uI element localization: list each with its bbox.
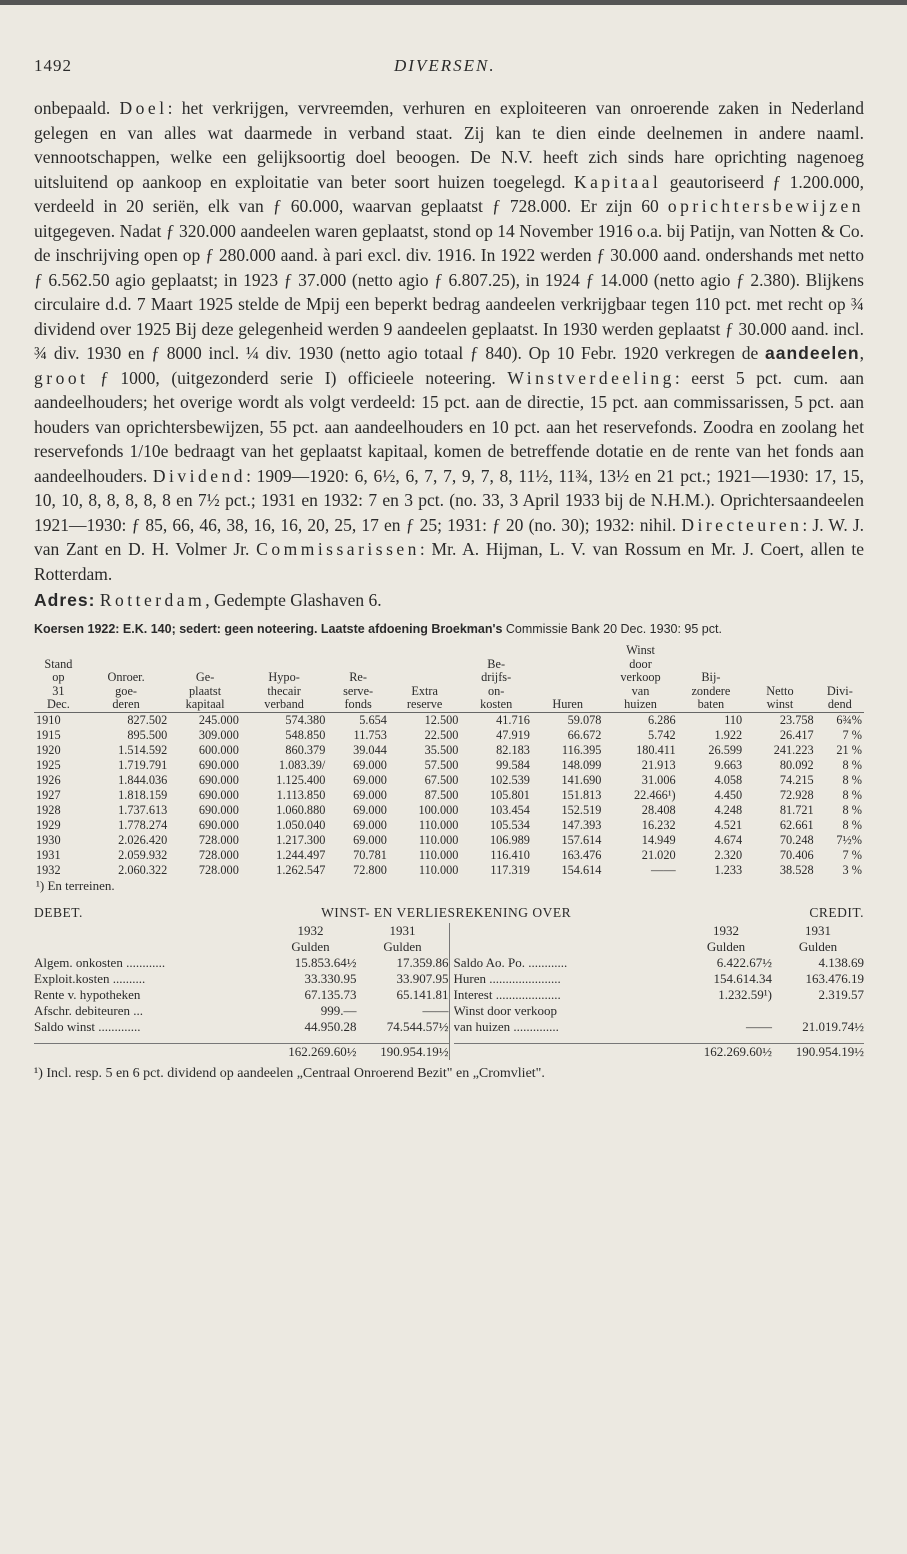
credit-value: 1.232.59¹): [718, 986, 772, 1002]
table-cell: 87.500: [424, 787, 459, 802]
profit-loss-account: [34, 905, 864, 1082]
table-row: [34, 788, 864, 803]
table-cell: 31.006: [641, 772, 676, 787]
table-cell: 600.000: [198, 742, 239, 757]
debet-row: [34, 955, 449, 971]
table-cell: 57.500: [424, 757, 459, 772]
table-cell: 690.000: [198, 772, 239, 787]
oprichtersbewijzen-label: oprichtersbewijzen: [667, 196, 865, 216]
table-cell: 116.410: [490, 847, 530, 862]
table-cell: 548.850: [285, 727, 326, 742]
table-cell: 1927: [36, 787, 61, 802]
debet-row: [34, 1003, 449, 1019]
debet-total: 190.954.19½: [380, 1043, 449, 1059]
table-cell: 1.113.850: [276, 787, 326, 802]
text-run: geautoriseerd ƒ 1.200.000, verdeeld in 20 seriën, elk van ƒ 60.000, waarvan geplaatst ƒ 728.000. Er zijn 60: [34, 171, 865, 216]
debet-value: 67.135.73: [304, 986, 357, 1002]
table-row: [34, 728, 864, 743]
text-run: : het verkrijgen, vervreemden, verhuren en exploiteeren van onroerende zaken in Nederland gelegen en van alles wat daarmede in verband staat. Zij kan te dien einde deelnemen in andere naaml. vennootschappen, welke een gelijksoortig doel beoogen. De N.V. heeft zich sinds hare oprichting nagenoeg uitsluitend op aankoop en exploitatie van beter soort huizen toegelegd.: [34, 98, 865, 192]
table-cell: 23.758: [779, 712, 814, 727]
debet-label: Algem. onkosten ............: [34, 954, 166, 970]
text-run: uitgegeven. Nadat ƒ 320.000 aandeelen waren geplaatst, stond op 14 November 1916 o.a. bij Patijn, van Notten & Co. de inschrijving open op ƒ 280.000 aand. à pari excl. div. 1916. In 1922 werden ƒ 30.000 aand. ondershands met netto ƒ 6.562.50 agio geplaatst; in 1923 ƒ 37.000 (netto agio ƒ 6.807.25), in 1924 ƒ 14.000 (netto agio ƒ 2.380). Blijkens circulaire d.d. 7 Maart 1925 stelde de Mpij een beperkt bedrag aandeelen verkrijgbaar tegen 110 pct. met recht op ¾ dividend over 1925 Bij deze gelegenheid werden 9 aandeelen geplaatst. In 1930 werden geplaatst ƒ 30.000 aand. incl. ¾ div. 1930 en ƒ 8000 incl. ¼ div. 1930 (netto agio totaal ƒ 840). Op 10 Febr. 1920 verkregen de: [34, 220, 864, 363]
table-row: [34, 803, 864, 818]
debet-row: [34, 1019, 449, 1035]
table-cell: 100.000: [418, 802, 459, 817]
company-description: [34, 96, 864, 586]
credit-value: 154.614.34: [713, 970, 772, 986]
credit-row: [454, 1003, 865, 1019]
text-run: : 1909—1920: 6, 6½, 6, 7, 7, 9, 7, 8, 11½, 11¾, 13½ en 21 pct.; 1921—1930: 17, 15, 10, 10, 8, 8, 8, 8, 8 en 7½ pct.; 1931 en 1932: 7 en 3 pct. (no. 33, 3 April 1933 bij de N.H.M.). Oprichtersaandeelen 1921—1930: ƒ 85, 66, 46, 38, 16, 16, 20, 25, 17 en ƒ 25; 1931: ƒ 20 (no. 30); 1932: nihil.: [34, 465, 865, 535]
table-cell: 1925: [36, 757, 61, 772]
table-cell: 152.519: [561, 802, 602, 817]
debet-total: 162.269.60½: [288, 1043, 357, 1059]
table-cell: 141.690: [561, 772, 602, 787]
table-cell: 1.514.592: [118, 742, 168, 757]
dividend-label: Dividend: [152, 465, 247, 486]
table-cell: 70.406: [779, 847, 814, 862]
koersen-rest: Commissie Bank 20 Dec. 1930: 95 pct.: [502, 622, 722, 636]
document-page: [34, 56, 864, 1082]
table-cell: 69.000: [353, 787, 387, 802]
table-cell: 1.818.159: [118, 787, 168, 802]
table-cell: 80.092: [779, 757, 814, 772]
table-cell: 69.000: [353, 772, 387, 787]
table-cell: ——: [651, 862, 676, 877]
table-cell: 59.078: [567, 712, 602, 727]
table-body: [34, 712, 864, 878]
table-cell: 35.500: [424, 742, 459, 757]
table-row: [34, 743, 864, 758]
debet-unit-row: [34, 939, 449, 955]
debet-year-2: 1931: [389, 922, 416, 938]
koersen-note: [34, 622, 864, 636]
table-cell: 154.614: [561, 862, 602, 877]
table-cell: 895.500: [127, 727, 168, 742]
debet-unit-1: Gulden: [291, 938, 330, 954]
table-cell: 72.928: [779, 787, 814, 802]
credit-total: 190.954.19½: [795, 1043, 864, 1059]
table-cell: 1.737.613: [118, 802, 168, 817]
table-cell: 21.020: [641, 847, 676, 862]
table-cell: 22.466¹): [634, 787, 676, 802]
credit-value: ——: [746, 1018, 772, 1034]
table-cell: 99.584: [496, 757, 530, 772]
table-cell: 21 %: [836, 742, 862, 757]
table-cell: 1929: [36, 817, 61, 832]
column-header: Be- drijfs- on- kosten: [460, 644, 532, 712]
table-row: [34, 848, 864, 863]
credit-value: 21.019.74½: [802, 1018, 864, 1034]
credit-label: van huizen ..............: [453, 1018, 559, 1034]
table-cell: 7 %: [842, 727, 862, 742]
credit-year-row: [454, 923, 865, 939]
table-cell: 8 %: [842, 757, 862, 772]
table-cell: 1920: [36, 742, 61, 757]
table-cell: 69.000: [353, 757, 387, 772]
table-cell: 180.411: [636, 742, 676, 757]
table-cell: 147.393: [561, 817, 602, 832]
table-cell: 728.000: [198, 832, 239, 847]
credit-value: 163.476.19: [805, 970, 864, 986]
debet-value: 999.—: [320, 1002, 357, 1018]
table-cell: 690.000: [198, 802, 239, 817]
table-cell: 106.989: [489, 832, 530, 847]
table-cell: 574.380: [285, 712, 326, 727]
table-cell: 70.781: [353, 847, 387, 862]
table-cell: 728.000: [198, 862, 239, 877]
column-header: Ge- plaatst kapitaal: [169, 644, 241, 712]
credit-row: [454, 1019, 865, 1035]
table-cell: 3 %: [842, 862, 862, 877]
table-cell: 11.753: [353, 727, 387, 742]
debet-value: 44.950.28: [304, 1018, 357, 1034]
doel-label: Doel: [119, 98, 168, 118]
table-cell: 1.244.497: [276, 847, 326, 862]
table-cell: 7 %: [842, 847, 862, 862]
table-cell: 21.913: [641, 757, 676, 772]
table-cell: 66.672: [567, 727, 602, 742]
table-row: [34, 712, 864, 728]
table-cell: 1926: [36, 772, 61, 787]
credit-total: 162.269.60½: [703, 1043, 772, 1059]
table-cell: 105.534: [489, 817, 530, 832]
credit-label: Huren ......................: [453, 970, 561, 986]
kapitaal-label: Kapitaal: [573, 171, 662, 192]
table-cell: 117.319: [490, 862, 530, 877]
adres-rest: , Gedempte Glashaven 6.: [205, 590, 382, 610]
credit-unit-2: Gulden: [798, 938, 838, 954]
table-row: [34, 863, 864, 878]
table-cell: 9.663: [714, 757, 743, 772]
table-cell: 110.000: [418, 817, 459, 832]
table-cell: 103.454: [489, 802, 530, 817]
table-cell: 148.099: [561, 757, 602, 772]
table-cell: 4.674: [714, 832, 743, 847]
debet-label: Saldo winst .............: [34, 1018, 141, 1034]
column-header: Stand op 31 Dec.: [34, 644, 83, 712]
table-cell: 1915: [36, 727, 61, 742]
table-cell: 860.379: [285, 742, 326, 757]
debet-label: Rente v. hypotheken: [34, 986, 141, 1002]
credit-value: 4.138.69: [818, 954, 864, 970]
table-cell: 38.528: [779, 862, 814, 877]
ledger-grid: [34, 923, 864, 1060]
debet-total: [34, 1044, 265, 1060]
table-cell: 1.922: [714, 727, 743, 742]
table-cell: 1931: [36, 847, 61, 862]
page-top-edge: [0, 0, 907, 5]
koersen-bold: Koersen 1922: E.K. 140; sedert: geen noteering.: [34, 622, 318, 636]
credit-label: Winst door verkoop: [453, 1002, 557, 1018]
table-cell: 245.000: [198, 712, 239, 727]
running-head: DIVERSEN.: [394, 56, 496, 75]
debet-unit-2: Gulden: [383, 938, 422, 954]
table-cell: 690.000: [198, 817, 239, 832]
table-cell: 1.050.040: [276, 817, 326, 832]
table-cell: 1.060.880: [276, 802, 326, 817]
table-row: [34, 773, 864, 788]
table-cell: 827.502: [127, 712, 168, 727]
aandeelen-label: aandeelen: [765, 343, 860, 363]
table-cell: 4.248: [714, 802, 743, 817]
credit-row: [454, 987, 865, 1003]
table-cell: 14.949: [641, 832, 676, 847]
column-header: Huren: [532, 644, 604, 712]
ledger-title-row: [34, 905, 864, 921]
table-cell: 1.233: [714, 862, 743, 877]
credit-row: [454, 971, 865, 987]
text-run: : J. W. J. van Zant en D. H. Volmer Jr.: [34, 514, 865, 559]
debet-value: 65.141.81: [396, 986, 449, 1002]
table-cell: 110.000: [418, 847, 459, 862]
table-cell: 728.000: [198, 847, 239, 862]
debet-label: Afschr. debiteuren ...: [34, 1002, 144, 1018]
table-cell: 7½%: [836, 832, 862, 847]
column-header: Hypo- thecair verband: [241, 644, 328, 712]
table-cell: 5.654: [359, 712, 387, 727]
debet-value: 33.907.95: [396, 970, 449, 986]
debet-value: 74.544.57½: [386, 1018, 449, 1034]
table-cell: 2.026.420: [118, 832, 168, 847]
table-cell: 110.000: [418, 862, 459, 877]
credit-title: CREDIT.: [809, 904, 864, 920]
page-number: 1492: [34, 56, 72, 75]
credit-year-1: 1932: [713, 922, 739, 938]
table-cell: 74.215: [779, 772, 814, 787]
table-cell: 241.223: [773, 742, 814, 757]
column-header: Onroer. goe- deren: [83, 644, 170, 712]
credit-value: 2.319.57: [818, 986, 864, 1002]
table-cell: 16.232: [641, 817, 676, 832]
credit-total: [454, 1044, 681, 1060]
table-cell: 47.919: [496, 727, 530, 742]
table-cell: 4.450: [714, 787, 743, 802]
table-cell: 12.500: [424, 712, 459, 727]
ledger-footnote: ¹) Incl. resp. 5 en 6 pct. dividend op aandeelen „Centraal Onroerend Bezit" en „Cromvliet".: [34, 1065, 545, 1081]
column-header: Winst door verkoop van huizen: [603, 644, 677, 712]
commissarissen-label: Commissarissen: [256, 539, 420, 559]
credit-value: [772, 1003, 864, 1019]
table-cell: 1.262.547: [276, 862, 326, 877]
table-cell: 4.058: [714, 772, 743, 787]
table-cell: 1.217.300: [276, 832, 326, 847]
table-cell: 105.801: [489, 787, 530, 802]
column-header: Divi- dend: [816, 644, 864, 712]
table-cell: 157.614: [561, 832, 602, 847]
debet-value: 33.330.95: [304, 970, 357, 986]
table-cell: 151.813: [561, 787, 602, 802]
table-cell: 1910: [36, 712, 61, 727]
table-cell: 8 %: [842, 772, 862, 787]
credit-total-row: [454, 1043, 865, 1060]
credit-unit-row: [454, 939, 865, 955]
text-run: : Mr. A. Hijman, L. V. van Rossum en Mr. J. Coert, allen te Rotterdam.: [34, 539, 864, 584]
text-run: ,: [859, 343, 865, 363]
credit-label: Saldo Ao. Po. ............: [453, 954, 568, 970]
credit-side: [449, 923, 865, 1060]
table-cell: 110: [724, 712, 743, 727]
table-cell: 69.000: [353, 832, 387, 847]
table-cell: 690.000: [198, 787, 239, 802]
credit-value: 6.422.67½: [716, 954, 772, 970]
koersen-laatste: Laatste afdoening Broekman's: [317, 622, 503, 636]
table-cell: 72.800: [353, 862, 387, 877]
table-cell: 22.500: [424, 727, 459, 742]
debet-title: DEBET.: [34, 904, 83, 920]
table-cell: 8 %: [842, 802, 862, 817]
financial-statistics-table: [34, 644, 864, 878]
table-cell: 26.599: [708, 742, 743, 757]
table-cell: 82.183: [496, 742, 530, 757]
table-cell: 41.716: [496, 712, 530, 727]
column-header: Extra reserve: [389, 644, 461, 712]
table-cell: 2.060.322: [118, 862, 168, 877]
column-header: Re- serve- fonds: [327, 644, 389, 712]
table-cell: 2.320: [714, 847, 743, 862]
table-cell: 28.408: [641, 802, 676, 817]
table-cell: 26.417: [779, 727, 814, 742]
table-cell: 62.661: [779, 817, 814, 832]
table-cell: 6.286: [647, 712, 676, 727]
table-cell: 39.044: [353, 742, 387, 757]
table-row: [34, 758, 864, 773]
debet-row: [34, 987, 449, 1003]
table-cell: 102.539: [489, 772, 530, 787]
table-header-row: [34, 644, 864, 712]
table-cell: 69.000: [353, 817, 387, 832]
table-cell: 1928: [36, 802, 61, 817]
column-header: Bij- zondere baten: [678, 644, 745, 712]
table-cell: 2.059.932: [118, 847, 168, 862]
debet-year-1: 1932: [297, 922, 324, 938]
table-cell: 309.000: [198, 727, 239, 742]
table-cell: 1.083.39/: [278, 757, 326, 772]
table-cell: 6¾%: [836, 712, 862, 727]
debet-total-row: [34, 1043, 449, 1060]
table-cell: 70.248: [779, 832, 814, 847]
table-row: [34, 818, 864, 833]
adres-city: Rotterdam: [99, 590, 206, 610]
table-footnote: ¹) En terreinen.: [36, 877, 115, 893]
debet-year-row: [34, 923, 449, 939]
table-cell: 1.778.274: [118, 817, 168, 832]
debet-label: Exploit.kosten ..........: [34, 970, 146, 986]
table-cell: 1.125.400: [276, 772, 326, 787]
adres-label: Adres:: [34, 590, 96, 610]
text-run: : eerst 5 pct. cum. aan aandeelhouders; het overige wordt als volgt verdeeld: 15 pct. aan de directie, 15 pct. aan commissarissen, 5 pct. aan houders van oprichtersbewijzen, 55 pct. aan aandeelhouders en 10 pct. aan het reservefonds. Zoodra en zoolang het reservefonds 1/10e bedraagt van het geplaatst kapitaal, komen de betreffende dotatie en de rente van het fonds aan aandeelhouders.: [34, 367, 865, 486]
debet-side: [34, 923, 449, 1060]
address-line: [34, 588, 864, 612]
credit-row: [454, 955, 865, 971]
table-cell: 81.721: [779, 802, 814, 817]
credit-label: Interest ....................: [453, 986, 561, 1002]
debet-value: ——: [422, 1002, 449, 1018]
table-cell: 1930: [36, 832, 61, 847]
page-header: [34, 56, 864, 96]
table-cell: 5.742: [647, 727, 676, 742]
table-cell: 116.395: [561, 742, 602, 757]
column-header: Netto winst: [744, 644, 816, 712]
table-cell: 8 %: [842, 787, 862, 802]
text-run: ƒ 1000, (uitgezonderd serie I) officieele noteering.: [88, 367, 496, 388]
table-cell: 67.500: [424, 772, 459, 787]
table-cell: 1932: [36, 862, 61, 877]
table-cell: 8 %: [842, 817, 862, 832]
table-cell: 4.521: [714, 817, 743, 832]
debet-value: 15.853.64½: [294, 954, 357, 970]
credit-year-2: 1931: [805, 922, 831, 938]
table-row: [34, 833, 864, 848]
table-cell: 163.476: [561, 847, 602, 862]
table-cell: 1.844.036: [118, 772, 168, 787]
groot-label: groot: [34, 367, 89, 388]
table-cell: 690.000: [198, 757, 239, 772]
debet-row: [34, 971, 449, 987]
ledger-center-title: WINST- EN VERLIESREKENING OVER: [321, 904, 572, 920]
credit-unit-1: Gulden: [706, 938, 746, 954]
text-run: onbepaald.: [34, 98, 111, 118]
table-cell: 1.719.791: [118, 757, 168, 772]
table-cell: 69.000: [353, 802, 387, 817]
credit-value: [680, 1003, 772, 1019]
directeuren-label: Directeuren: [681, 514, 803, 535]
debet-value: 17.359.86: [396, 954, 449, 970]
winstverdeeling-label: Winstverdeeling: [507, 367, 675, 388]
table-cell: 110.000: [418, 832, 459, 847]
